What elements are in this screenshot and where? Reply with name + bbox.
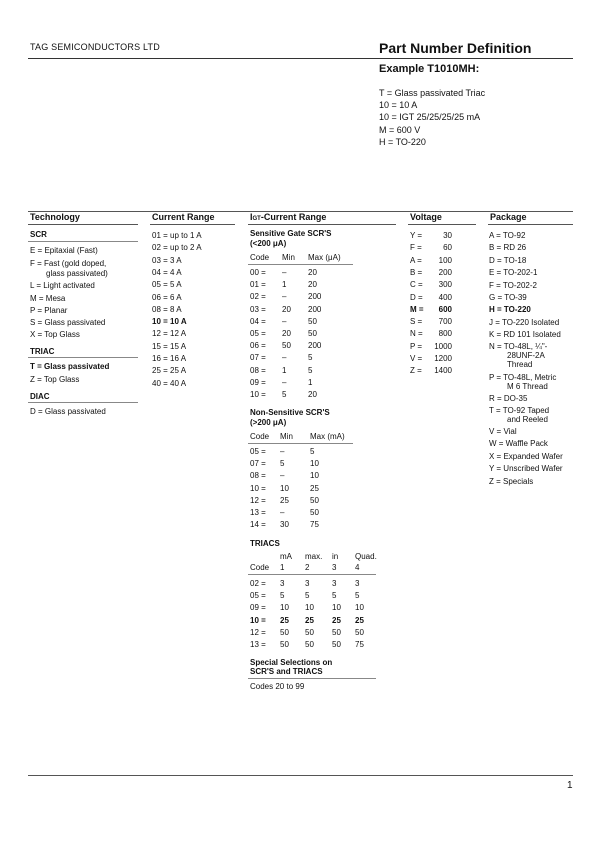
sensitive-cell: 07 = xyxy=(250,353,266,363)
sensitive-subtitle: (<200 μA) xyxy=(250,239,287,248)
col-voltage: Voltage xyxy=(410,212,442,222)
sensitive-cell: 08 = xyxy=(250,365,266,375)
voltage-value: 200 xyxy=(438,267,452,277)
scr-item: E = Epitaxial (Fast) xyxy=(30,246,98,255)
triacs-rule xyxy=(248,574,376,575)
triacs-cell: 5 xyxy=(332,591,337,601)
current-range-item: 01 = up to 1 A xyxy=(152,231,202,240)
package-item: K = RD 101 Isolated xyxy=(489,330,561,339)
nonsensitive-cell: 25 xyxy=(280,495,289,505)
rule-igt xyxy=(248,224,396,225)
nonsensitive-header-cell: Min xyxy=(280,432,293,441)
scr-item: M = Mesa xyxy=(30,294,66,303)
triacs-cell: 10 xyxy=(305,603,314,613)
triacs-header-cell: 4 xyxy=(355,563,360,572)
triacs-cell: 25 xyxy=(280,615,289,625)
page-number: 1 xyxy=(567,780,573,791)
voltage-code: N = xyxy=(410,329,423,339)
triacs-header-cell: mA xyxy=(280,552,292,561)
voltage-code: D = xyxy=(410,292,423,302)
triacs-cell: 25 xyxy=(355,615,364,625)
voltage-value: 400 xyxy=(438,292,452,302)
triacs-cell: 3 xyxy=(280,579,285,588)
nonsensitive-cell: 5 xyxy=(280,459,285,469)
sensitive-cell: 10 = xyxy=(250,390,266,399)
current-range-item: 08 = 8 A xyxy=(152,304,182,314)
triacs-cell: 25 xyxy=(305,615,314,625)
voltage-value: 60 xyxy=(443,243,452,253)
package-item: Thread xyxy=(507,360,533,369)
voltage-value: 700 xyxy=(438,317,452,327)
top-rule xyxy=(28,58,573,59)
package-item: A = TO-92 xyxy=(489,231,526,240)
package-item: V = Vial xyxy=(489,427,517,436)
voltage-code: C = xyxy=(410,280,423,290)
current-range-item: 12 = 12 A xyxy=(152,329,187,339)
nonsensitive-cell: 25 xyxy=(310,483,319,493)
sensitive-cell: 20 xyxy=(282,304,291,314)
scr-item: X = Top Glass xyxy=(30,330,80,339)
package-item: D = TO-18 xyxy=(489,256,527,265)
sensitive-cell: 50 xyxy=(308,316,317,326)
section-triac: TRIAC xyxy=(30,347,55,356)
sensitive-cell: 200 xyxy=(308,341,322,351)
current-range-item: 03 = 3 A xyxy=(152,255,182,265)
triacs-cell: 10 xyxy=(355,603,364,613)
current-range-item: 25 = 25 A xyxy=(152,366,187,376)
sensitive-cell: 06 = xyxy=(250,341,266,351)
nonsensitive-header-cell: Code xyxy=(250,432,270,441)
current-range-item: 05 = 5 A xyxy=(152,280,182,290)
nonsensitive-cell: 75 xyxy=(310,520,319,530)
sensitive-cell: 200 xyxy=(308,304,322,314)
sensitive-header-cell: Max (μA) xyxy=(308,253,341,262)
special-title: SCR'S and TRIACS xyxy=(250,667,323,676)
voltage-value: 1200 xyxy=(434,354,452,363)
sensitive-cell: 09 = xyxy=(250,377,266,387)
voltage-value: 600 xyxy=(438,304,452,314)
sensitive-cell: – xyxy=(282,353,287,363)
triac-item: Z = Top Glass xyxy=(30,375,80,384)
sensitive-cell: – xyxy=(282,292,287,302)
col-package: Package xyxy=(490,212,527,222)
triacs-cell: 50 xyxy=(305,627,314,637)
nonsensitive-cell: 07 = xyxy=(250,459,266,469)
diac-item: D = Glass passivated xyxy=(30,407,106,416)
rule-package xyxy=(488,224,573,225)
current-range-item: 16 = 16 A xyxy=(152,354,187,363)
triacs-cell: 12 = xyxy=(250,627,266,637)
nonsensitive-cell: 10 xyxy=(280,483,289,493)
voltage-code: F = xyxy=(410,243,422,253)
voltage-value: 300 xyxy=(438,280,452,290)
triacs-header-cell: in xyxy=(332,552,339,561)
voltage-code: P = xyxy=(410,341,423,351)
special-title: Special Selections on xyxy=(250,658,333,667)
nonsensitive-subtitle: (>200 μA) xyxy=(250,418,287,427)
definition-line: 10 = 10 A xyxy=(379,100,418,110)
special-rule xyxy=(248,678,376,679)
current-range-item: 40 = 40 A xyxy=(152,378,187,388)
sensitive-cell: 03 = xyxy=(250,304,266,314)
package-item: R = DO-35 xyxy=(489,394,528,403)
sensitive-cell: 01 = xyxy=(250,280,266,290)
triacs-cell: 3 xyxy=(305,579,310,588)
sensitive-header-cell: Code xyxy=(250,253,270,262)
triacs-cell: 10 xyxy=(280,603,289,613)
nonsensitive-cell: 10 xyxy=(310,471,319,481)
triacs-cell: 02 = xyxy=(250,579,266,588)
package-item: G = TO-39 xyxy=(489,293,527,302)
triacs-cell: 5 xyxy=(280,591,285,601)
rule-voltage xyxy=(408,224,476,225)
scr-item: S = Glass passivated xyxy=(30,318,106,327)
nonsensitive-cell: – xyxy=(280,447,285,456)
scr-item: L = Light activated xyxy=(30,281,95,290)
triacs-cell: 50 xyxy=(280,627,289,637)
sensitive-header-cell: Min xyxy=(282,253,295,262)
nonsensitive-cell: 50 xyxy=(310,508,319,517)
voltage-value: 800 xyxy=(438,329,452,339)
voltage-value: 1400 xyxy=(434,366,452,376)
nonsensitive-cell: 13 = xyxy=(250,508,266,517)
triacs-header-cell: 1 xyxy=(280,563,285,572)
sensitive-cell: 200 xyxy=(308,292,322,302)
package-item: X = Expanded Wafer xyxy=(489,452,563,461)
sensitive-cell: – xyxy=(282,377,287,387)
current-range-item: 15 = 15 A xyxy=(152,341,187,351)
package-item: Z = Specials xyxy=(489,477,534,486)
sensitive-title: Sensitive Gate SCR'S xyxy=(250,229,332,238)
sensitive-cell: 00 = xyxy=(250,268,266,277)
voltage-code: Z = xyxy=(410,366,422,376)
nonsensitive-cell: 10 = xyxy=(250,483,266,493)
current-range-item: 04 = 4 A xyxy=(152,267,182,277)
nonsensitive-cell: 14 = xyxy=(250,520,266,530)
definition-line: 10 = IGT 25/25/25/25 mA xyxy=(379,112,481,122)
package-item: and Reeled xyxy=(507,415,548,424)
sensitive-cell: – xyxy=(282,268,287,277)
triacs-cell: 50 xyxy=(332,627,341,637)
sensitive-cell: 5 xyxy=(308,353,313,363)
current-range-item: 10 = 10 A xyxy=(152,317,187,327)
nonsensitive-rule xyxy=(248,443,353,444)
sensitive-cell: 20 xyxy=(308,280,317,290)
diac-rule xyxy=(28,402,138,403)
nonsensitive-cell: 5 xyxy=(310,447,315,456)
nonsensitive-cell: – xyxy=(280,508,285,517)
current-range-item: 02 = up to 2 A xyxy=(152,243,202,253)
triacs-cell: 50 xyxy=(305,640,314,649)
triacs-cell: 5 xyxy=(355,591,360,601)
sensitive-cell: – xyxy=(282,316,287,326)
sensitive-cell: 05 = xyxy=(250,329,266,338)
triacs-header-cell: Code xyxy=(250,563,270,572)
nonsensitive-cell: 50 xyxy=(310,495,319,505)
sensitive-rule xyxy=(248,264,353,265)
triac-item: T = Glass passivated xyxy=(30,362,110,371)
package-item: E = TO-202-1 xyxy=(489,268,538,277)
package-item: P = TO-48L, Metric xyxy=(489,373,557,382)
page-title: Part Number Definition xyxy=(379,40,532,56)
triacs-cell: 13 = xyxy=(250,640,266,649)
sensitive-cell: 1 xyxy=(308,377,313,387)
voltage-code: S = xyxy=(410,317,423,327)
example-heading: Example T1010MH: xyxy=(379,63,480,75)
package-item: T = TO-92 Taped xyxy=(489,406,550,415)
sensitive-cell: 50 xyxy=(308,329,317,338)
scr-item: F = Fast (gold doped, xyxy=(30,259,107,268)
nonsensitive-cell: 08 = xyxy=(250,471,266,481)
voltage-code: M = xyxy=(410,304,424,314)
triacs-cell: 10 = xyxy=(250,615,266,625)
nonsensitive-title: Non-Sensitive SCR'S xyxy=(250,408,330,417)
rule-technology xyxy=(28,224,138,225)
triacs-cell: 75 xyxy=(355,640,364,649)
triacs-header-cell: 3 xyxy=(332,563,337,572)
package-item: H = TO-220 xyxy=(489,305,531,314)
sensitive-cell: 20 xyxy=(282,329,291,338)
triacs-cell: 05 = xyxy=(250,591,266,601)
sensitive-cell: 02 = xyxy=(250,292,266,302)
triacs-cell: 3 xyxy=(355,579,360,588)
triacs-cell: 50 xyxy=(355,627,364,637)
nonsensitive-header-cell: Max (mA) xyxy=(310,432,345,441)
current-range-item: 06 = 6 A xyxy=(152,292,182,302)
sensitive-cell: 04 = xyxy=(250,316,266,326)
voltage-value: 30 xyxy=(443,231,452,240)
col-technology: Technology xyxy=(30,212,80,222)
nonsensitive-cell: 30 xyxy=(280,520,289,530)
voltage-value: 100 xyxy=(438,255,452,265)
triacs-header-cell: max. xyxy=(305,552,323,561)
sensitive-cell: 50 xyxy=(282,341,291,351)
col-current-range: Current Range xyxy=(152,212,215,222)
triac-rule xyxy=(28,357,138,358)
triacs-cell: 10 xyxy=(332,603,341,613)
triacs-title: TRIACS xyxy=(250,539,280,548)
definition-line: H = TO-220 xyxy=(379,137,426,147)
sensitive-cell: 20 xyxy=(308,268,317,277)
voltage-code: B = xyxy=(410,267,423,277)
package-item: J = TO-220 Isolated xyxy=(489,318,560,327)
nonsensitive-cell: 05 = xyxy=(250,447,266,456)
package-item: Y = Unscribed Wafer xyxy=(489,464,563,473)
package-item: M 6 Thread xyxy=(507,382,548,391)
package-item: 28UNF-2A xyxy=(507,351,545,360)
voltage-code: V = xyxy=(410,354,423,363)
sensitive-cell: 1 xyxy=(282,365,287,375)
triacs-cell: 3 xyxy=(332,579,337,588)
voltage-value: 1000 xyxy=(434,341,452,351)
nonsensitive-cell: – xyxy=(280,471,285,481)
package-item: B = RD 26 xyxy=(489,243,527,252)
sensitive-cell: 5 xyxy=(308,365,313,375)
package-item: N = TO-48L, ¼"- xyxy=(489,342,548,351)
scr-item: P = Planar xyxy=(30,306,68,315)
definition-line: T = Glass passivated Triac xyxy=(379,88,486,98)
col-igt-range: IGT-Current Range xyxy=(250,212,327,222)
rule-current xyxy=(150,224,235,225)
nonsensitive-cell: 10 xyxy=(310,459,319,469)
sensitive-cell: 5 xyxy=(282,390,287,399)
section-diac: DIAC xyxy=(30,392,50,401)
sensitive-cell: 20 xyxy=(308,390,317,399)
section-scr: SCR xyxy=(30,230,47,239)
voltage-code: A = xyxy=(410,255,422,265)
definition-line: M = 600 V xyxy=(379,125,421,135)
package-item: F = TO-202-2 xyxy=(489,281,537,290)
scr-item: glass passivated) xyxy=(46,269,108,278)
triacs-header-cell: Quad. xyxy=(355,552,377,561)
sensitive-cell: 1 xyxy=(282,280,287,290)
nonsensitive-cell: 12 = xyxy=(250,495,266,505)
triacs-cell: 09 = xyxy=(250,603,266,613)
bottom-rule xyxy=(28,775,573,776)
company-name: TAG SEMICONDUCTORS LTD xyxy=(30,42,160,52)
triacs-cell: 50 xyxy=(332,640,341,649)
package-item: W = Waffle Pack xyxy=(489,439,548,448)
scr-rule xyxy=(28,241,138,242)
triacs-cell: 5 xyxy=(305,591,310,601)
triacs-cell: 50 xyxy=(280,640,289,649)
voltage-code: Y = xyxy=(410,231,423,240)
special-codes: Codes 20 to 99 xyxy=(250,682,305,691)
triacs-header-cell: 2 xyxy=(305,563,310,572)
triacs-cell: 25 xyxy=(332,615,341,625)
